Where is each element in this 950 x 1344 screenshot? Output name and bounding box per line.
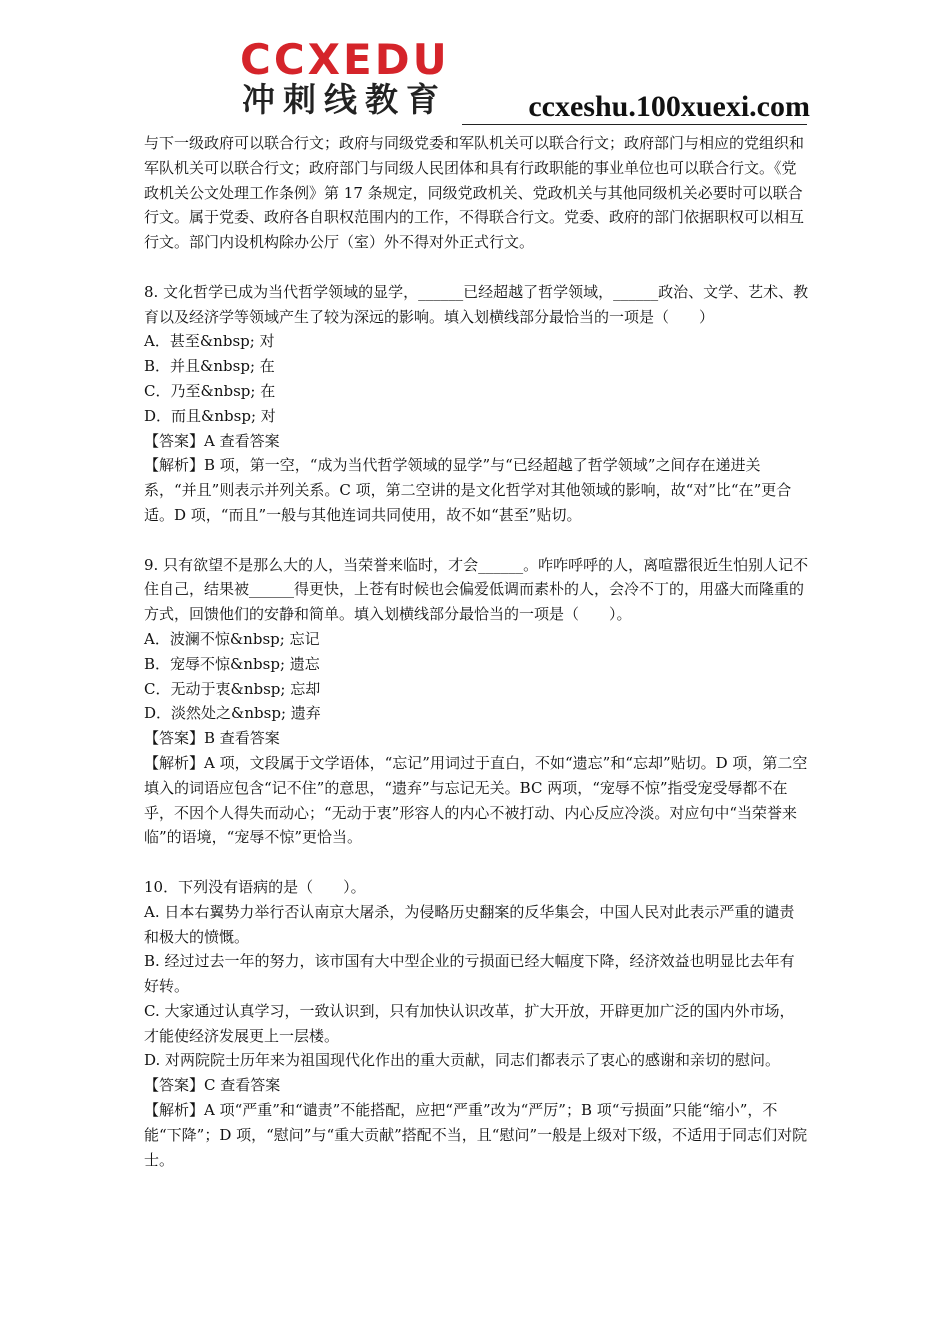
option-c: C．乃至&nbsp; 在 [144, 381, 276, 400]
option-d: D. 对两院院士历年来为祖国现代化作出的重大贡献，同志们都表示了衷心的感谢和亲切的慰问。 [144, 1051, 781, 1070]
spacer [144, 528, 809, 553]
answer-line[interactable]: 【答案】A 查看答案 [144, 431, 280, 450]
spacer [144, 255, 809, 280]
brand-logo-chinese: 冲刺线教育 [242, 80, 447, 119]
option-c: C. 大家通过认真学习，一致认识到，只有加快认识改革，扩大开放，开辟更加广泛的国内外市场，才能使经济发展更上一层楼。 [144, 1001, 795, 1045]
option-a: A．甚至&nbsp; 对 [144, 332, 275, 351]
page-header [240, 35, 810, 128]
question-9 [144, 553, 809, 851]
answer-line[interactable]: 【答案】B 查看答案 [144, 729, 280, 748]
header-underline [462, 124, 807, 125]
intro-paragraph: 与下一级政府可以联合行文；政府与同级党委和军队机关可以联合行文；政府部门与相应的党组织和军队机关可以联合行文；政府部门与同级人民团体和具有行政职能的事业单位也可以联合行文。《党政机关公文处理工作条例》第 17 条规定，同级党政机关、党政机关与其他同级机关必要时可以联合行文。属于党委、政府各自职权范围内的工作，不得联合行文。党委、政府的部门依据职权可以相互行文。部门内设机构除办公厅（室）外不得对外正式行文。 [144, 134, 805, 252]
analysis-paragraph: 【解析】A 项，文段属于文学语体，“忘记”用词过于直白，不如“遗忘”和“忘却”贴切。D 项，第二空填入的词语应包含“记不住”的意思，“遗弃”与忘记无关。BC 两项，“宠辱不惊”指受宠受辱都不在乎，不因个人得失而动心；“无动于衷”形容人的内心不被打动、内心反应冷淡。对应句中“当荣誉来临”的语境，“宠辱不惊”更恰当。 [144, 753, 808, 847]
site-url[interactable]: ccxeshu.100xuexi.com [528, 90, 810, 123]
option-a: A. 日本右翼势力举行否认南京大屠杀，为侵略历史翻案的反华集会，中国人民对此表示严重的谴责和极大的愤慨。 [144, 902, 795, 946]
analysis-paragraph: 【解析】A 项“严重”和“谴责”不能搭配，应把“严重”改为“严厉”；B 项“亏损面”只能“缩小”，不能“下降”；D 项，“慰问”与“重大贡献”搭配不当，且“慰问”一般是上级对下级，不适用于同志们对院士。 [144, 1101, 808, 1169]
question-stem: 8. 文化哲学已成为当代哲学领域的显学，______已经超越了哲学领域，______政治、文学、艺术、教育以及经济学等领域产生了较为深远的影响。填入划横线部分最恰当的一项是（ ） [144, 282, 809, 326]
question-stem: 10．下列没有语病的是（ ）。 [144, 877, 366, 896]
spacer [144, 850, 809, 875]
document-body [144, 131, 809, 1172]
option-b: B．宠辱不惊&nbsp; 遗忘 [144, 654, 320, 673]
analysis-paragraph: 【解析】B 项，第一空，“成为当代哲学领域的显学”与“已经超越了哲学领域”之间存在递进关系，“并且”则表示并列关系。C 项，第二空讲的是文化哲学对其他领域的影响，故“对”比“在”更合适。D 项，“而且”一般与其他连词共同使用，故不如“甚至”贴切。 [144, 456, 792, 524]
brand-logo: CCXEDU [240, 35, 450, 84]
question-10 [144, 875, 809, 1173]
question-8 [144, 280, 809, 528]
option-d: D．而且&nbsp; 对 [144, 406, 276, 425]
question-stem: 9. 只有欲望不是那么大的人，当荣誉来临时，才会______。咋咋呼呼的人，离喧嚣很近生怕别人记不住自己，结果被______得更快，上苍有时候也会偏爱低调而素朴的人，会冷不丁的，用盛大而隆重的方式，回馈他们的安静和简单。填入划横线部分最恰当的一项是（ ）。 [144, 555, 809, 624]
option-c: C．无动于衷&nbsp; 忘却 [144, 679, 321, 698]
option-d: D．淡然处之&nbsp; 遗弃 [144, 704, 321, 723]
option-a: A．波澜不惊&nbsp; 忘记 [144, 629, 320, 648]
option-b: B．并且&nbsp; 在 [144, 357, 275, 376]
answer-line[interactable]: 【答案】C 查看答案 [144, 1076, 281, 1095]
option-b: B. 经过过去一年的努力，该市国有大中型企业的亏损面已经大幅度下降，经济效益也明显比去年有好转。 [144, 952, 795, 996]
